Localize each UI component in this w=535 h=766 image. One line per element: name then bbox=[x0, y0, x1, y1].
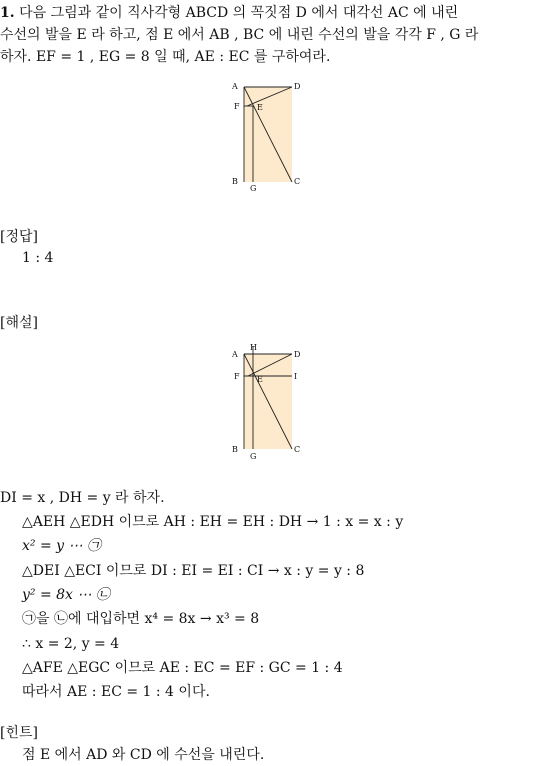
problem-line-1: 1. 다음 그림과 같이 직사각형 ABCD 의 꼭짓점 D 에서 대각선 AC 에 내린 bbox=[0, 5, 459, 21]
label-a: A bbox=[232, 82, 238, 91]
problem-line-3: 하자. EF = 1 , EG = 8 일 때, AE : EC 를 구하여라. bbox=[0, 49, 331, 65]
label-e: E bbox=[257, 375, 263, 384]
label-e: E bbox=[257, 103, 263, 112]
label-c: C bbox=[294, 445, 301, 454]
label-d: D bbox=[294, 82, 301, 91]
label-c: C bbox=[294, 177, 301, 186]
label-i: I bbox=[294, 372, 298, 381]
solution-line-6: ㉠을 ㉡에 대입하면 x⁴ = 8x → x³ = 8 bbox=[22, 611, 260, 627]
problem-number: 1. bbox=[0, 5, 15, 21]
solution-line-7: ∴ x = 2, y = 4 bbox=[22, 636, 120, 652]
figure-solution-diagram bbox=[228, 342, 308, 460]
label-d: D bbox=[294, 350, 301, 359]
solution-header: [해설] bbox=[0, 315, 38, 331]
problem-statement bbox=[0, 2, 533, 68]
label-h: H bbox=[250, 343, 257, 352]
solution-line-5: y² = 8x ⋯ ㉡ bbox=[22, 587, 110, 603]
hint-text: 점 E 에서 AD 와 CD 에 수선을 내린다. bbox=[22, 747, 265, 763]
label-b: B bbox=[232, 445, 238, 454]
solution-line-8: △AFE △EGC 이므로 AE : EC = EF : GC = 1 : 4 bbox=[22, 660, 343, 676]
solution-line-4: △DEI △ECI 이므로 DI : EI = EI : CI → x : y = y : 8 bbox=[22, 563, 365, 579]
hint-header: [힌트] bbox=[0, 725, 38, 741]
solution-line-1: DI = x , DH = y 라 하자. bbox=[0, 490, 165, 506]
figure-rectangle-abcd bbox=[228, 78, 308, 193]
label-g: G bbox=[250, 184, 257, 193]
solution-line-3: x² = y ⋯ ㉠ bbox=[22, 538, 101, 554]
answer-header: [정답] bbox=[0, 229, 38, 245]
solution-line-9: 따라서 AE : EC = 1 : 4 이다. bbox=[22, 684, 210, 700]
label-f: F bbox=[234, 372, 240, 381]
problem-line-2: 수선의 발을 E 라 하고, 점 E 에서 AB , BC 에 내린 수선의 발을 각각 F , G 라 bbox=[0, 27, 479, 43]
label-f: F bbox=[234, 102, 240, 111]
label-g: G bbox=[250, 452, 257, 460]
solution-line-2: △AEH △EDH 이므로 AH : EH = EH : DH → 1 : x = x : y bbox=[22, 514, 404, 530]
label-b: B bbox=[232, 177, 238, 186]
label-a: A bbox=[232, 350, 238, 359]
answer-value: 1 : 4 bbox=[22, 250, 54, 266]
